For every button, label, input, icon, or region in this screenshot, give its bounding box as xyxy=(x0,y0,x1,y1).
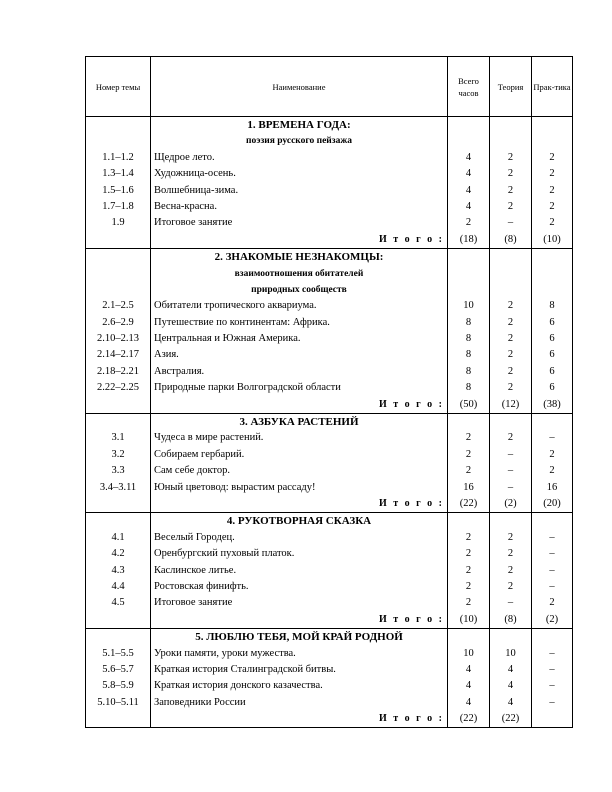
topic-number: 5.10–5.11 xyxy=(97,696,139,708)
section-title: 4. РУКОТВОРНАЯ СКАЗКА xyxy=(226,515,372,528)
topic-number: 2.10–2.13 xyxy=(97,333,139,345)
section-total-hours xyxy=(448,414,490,513)
section-total-hours xyxy=(448,513,490,629)
header-num: Номер темы xyxy=(86,57,151,117)
total-hours: 4 xyxy=(465,200,472,212)
total-subtotal: (22) xyxy=(459,497,478,509)
section-names xyxy=(151,117,448,249)
total-hours: 4 xyxy=(465,184,472,196)
spacer xyxy=(86,629,150,645)
section-total-hours xyxy=(448,117,490,249)
practice-hours: 16 xyxy=(546,481,558,493)
topic-name: Итоговое занятие xyxy=(154,217,233,229)
topic-number: 3.2 xyxy=(111,448,125,460)
practice-hours: 6 xyxy=(549,365,555,377)
header-row xyxy=(86,57,573,117)
topic-number: 4.4 xyxy=(111,580,125,592)
section-practice-hours xyxy=(532,629,573,728)
topic-name: Австралия. xyxy=(154,365,205,377)
topic-number: 3.3 xyxy=(111,465,125,477)
section-subtitle: поэзия русского пейзажа xyxy=(246,136,352,147)
total-hours: 8 xyxy=(465,349,472,361)
section-practice-hours xyxy=(532,249,573,414)
section-names xyxy=(151,249,448,414)
topic-name: Волшебница-зима. xyxy=(154,184,239,196)
topic-number: 2.1–2.5 xyxy=(102,300,134,312)
practice-hours: 6 xyxy=(549,349,555,361)
itogo-label: И т о г о : xyxy=(378,713,444,725)
practice-subtotal: (2) xyxy=(545,613,559,625)
topic-number: 3.1 xyxy=(111,432,125,444)
itogo-label: И т о г о : xyxy=(378,497,444,509)
topic-name: Ростовская финифть. xyxy=(154,580,249,592)
theory-hours: 2 xyxy=(507,531,514,543)
spacer xyxy=(490,513,531,529)
topic-name: Чудеса в мире растений. xyxy=(154,432,264,444)
practice-hours: – xyxy=(549,696,555,708)
topic-name: Весна-красна. xyxy=(154,200,217,212)
theory-hours: 2 xyxy=(507,564,514,576)
total-hours: 4 xyxy=(465,168,472,180)
theory-hours: 2 xyxy=(507,200,514,212)
theory-hours: – xyxy=(507,465,514,477)
total-hours: 10 xyxy=(463,647,474,659)
practice-hours: 2 xyxy=(549,151,555,163)
section-names xyxy=(151,414,448,513)
total-hours: 2 xyxy=(465,465,472,477)
total-hours: 2 xyxy=(465,531,472,543)
topic-number: 4.5 xyxy=(111,597,125,609)
spacer xyxy=(532,266,572,282)
total-hours: 2 xyxy=(465,448,472,460)
topic-number: 1.9 xyxy=(111,217,125,229)
topic-name: Собираем гербарий. xyxy=(154,448,245,460)
section-row xyxy=(86,414,573,513)
total-subtotal: (22) xyxy=(459,713,478,725)
total-hours: 4 xyxy=(465,663,472,675)
practice-hours: 2 xyxy=(549,168,555,180)
theory-hours: – xyxy=(507,217,514,229)
spacer xyxy=(448,249,489,265)
topic-number: 5.8–5.9 xyxy=(102,680,134,692)
spacer xyxy=(448,117,489,133)
topic-number: 2.6–2.9 xyxy=(102,316,134,328)
total-hours: 8 xyxy=(465,382,472,394)
spacer xyxy=(532,414,572,430)
spacer xyxy=(490,414,531,430)
total-hours: 2 xyxy=(465,548,472,560)
topic-name: Оренбургский пуховый платок. xyxy=(154,548,295,560)
section-names xyxy=(151,629,448,728)
theory-hours: – xyxy=(507,597,514,609)
topic-name: Художница-осень. xyxy=(154,168,236,180)
total-hours: 8 xyxy=(465,365,472,377)
practice-hours: 2 xyxy=(549,217,555,229)
spacer xyxy=(86,282,150,298)
spacer xyxy=(532,629,572,645)
topic-name: Центральная и Южная Америка. xyxy=(154,333,301,345)
theory-hours: 2 xyxy=(507,382,514,394)
theory-subtotal: (22) xyxy=(501,713,520,725)
theory-subtotal: (8) xyxy=(504,613,517,625)
topic-number: 5.1–5.5 xyxy=(102,647,134,659)
practice-hours: 8 xyxy=(549,300,555,312)
total-subtotal: (18) xyxy=(459,233,478,245)
section-row xyxy=(86,513,573,629)
section-practice-hours xyxy=(532,414,573,513)
section-practice-hours xyxy=(532,513,573,629)
theory-hours: 2 xyxy=(507,365,514,377)
topic-number: 5.6–5.7 xyxy=(102,663,134,675)
spacer xyxy=(86,117,150,133)
topic-number: 1.3–1.4 xyxy=(102,168,134,180)
theory-hours: 4 xyxy=(507,696,514,708)
section-numbers xyxy=(86,249,151,414)
topic-name: Сам себе доктор. xyxy=(154,465,231,477)
total-hours: 8 xyxy=(465,316,472,328)
spacer xyxy=(532,282,572,298)
topic-number: 4.1 xyxy=(111,531,125,543)
total-hours: 2 xyxy=(465,597,472,609)
practice-hours: 6 xyxy=(549,382,555,394)
practice-subtotal: (20) xyxy=(543,497,561,509)
theory-hours: 2 xyxy=(507,316,514,328)
practice-hours: 6 xyxy=(549,333,555,345)
theory-hours: 2 xyxy=(507,151,514,163)
total-hours: 4 xyxy=(465,680,472,692)
topic-name: Итоговое занятие xyxy=(154,597,233,609)
topic-number: 2.22–2.25 xyxy=(97,382,139,394)
practice-hours: 2 xyxy=(549,448,555,460)
spacer xyxy=(86,133,150,149)
spacer xyxy=(448,266,489,282)
topic-number: 2.18–2.21 xyxy=(97,365,139,377)
theory-hours: 4 xyxy=(507,663,514,675)
total-subtotal: (10) xyxy=(459,613,478,625)
total-hours: 4 xyxy=(465,696,472,708)
theory-hours: – xyxy=(507,448,514,460)
theory-hours: 2 xyxy=(507,333,514,345)
spacer xyxy=(448,629,489,645)
section-numbers xyxy=(86,117,151,249)
theory-hours: 2 xyxy=(507,580,514,592)
theory-hours: 2 xyxy=(507,168,514,180)
total-hours: 2 xyxy=(465,580,472,592)
spacer xyxy=(86,414,150,430)
theory-hours: 4 xyxy=(507,680,514,692)
topic-name: Юный цветовод: вырастим рассаду! xyxy=(154,481,316,493)
section-title: 1. ВРЕМЕНА ГОДА: xyxy=(247,119,351,131)
total-hours: 2 xyxy=(465,432,472,444)
section-title: 2. ЗНАКОМЫЕ НЕЗНАКОМЦЫ: xyxy=(214,251,384,264)
theory-hours: – xyxy=(507,481,514,493)
theory-hours: 2 xyxy=(507,548,514,560)
section-theory-hours xyxy=(490,117,532,249)
section-theory-hours xyxy=(490,629,532,728)
section-subtitle: природных сообществ xyxy=(251,284,347,295)
practice-subtotal: (38) xyxy=(543,398,561,410)
section-numbers xyxy=(86,513,151,629)
practice-subtotal xyxy=(532,711,572,727)
topic-name: Азия. xyxy=(154,349,179,361)
practice-hours: – xyxy=(549,564,555,576)
topic-number: 4.3 xyxy=(111,564,125,576)
topic-name: Веселый Городец. xyxy=(154,531,235,543)
theory-hours: 2 xyxy=(507,184,514,196)
topic-number: 1.5–1.6 xyxy=(102,184,134,196)
topic-number: 4.2 xyxy=(111,548,125,560)
spacer xyxy=(490,117,531,133)
spacer xyxy=(532,513,572,529)
topic-name: Каслинское литье. xyxy=(154,564,237,576)
spacer xyxy=(448,414,489,430)
practice-hours: – xyxy=(549,531,555,543)
spacer xyxy=(490,249,531,265)
spacer xyxy=(532,249,572,265)
topic-name: Природные парки Волгоградской области xyxy=(154,382,341,394)
total-hours: 2 xyxy=(465,564,472,576)
topic-name: Щедрое лето. xyxy=(154,151,215,163)
total-hours: 2 xyxy=(465,217,472,229)
theory-subtotal: (2) xyxy=(504,497,517,509)
section-numbers xyxy=(86,414,151,513)
topic-name: Краткая история донского казачества. xyxy=(154,680,323,692)
header-name: Наименование xyxy=(151,57,448,117)
section-theory-hours xyxy=(490,513,532,629)
section-practice-hours xyxy=(532,117,573,249)
total-hours: 16 xyxy=(463,481,474,493)
section-total-hours xyxy=(448,249,490,414)
spacer xyxy=(490,282,531,298)
spacer xyxy=(490,133,531,149)
section-row xyxy=(86,249,573,414)
topic-name: Краткая история Сталинградской битвы. xyxy=(154,663,336,675)
spacer xyxy=(448,133,489,149)
section-row xyxy=(86,629,573,728)
spacer xyxy=(532,133,572,149)
total-hours: 4 xyxy=(465,151,472,163)
total-subtotal: (50) xyxy=(459,398,478,410)
topic-name: Уроки памяти, уроки мужества. xyxy=(154,647,296,659)
itogo-label: И т о г о : xyxy=(378,398,444,410)
section-names xyxy=(151,513,448,629)
section-row xyxy=(86,117,573,249)
spacer xyxy=(86,249,150,265)
topic-number: 1.1–1.2 xyxy=(102,151,134,163)
section-subtitle: взаимоотношения обитателей xyxy=(234,268,364,279)
spacer xyxy=(448,282,489,298)
spacer xyxy=(490,629,531,645)
practice-hours: – xyxy=(549,580,555,592)
section-total-hours xyxy=(448,629,490,728)
spacer xyxy=(86,266,150,282)
practice-hours: 2 xyxy=(549,597,555,609)
sections-body xyxy=(86,117,573,728)
spacer xyxy=(448,513,489,529)
practice-hours: – xyxy=(549,680,555,692)
section-numbers xyxy=(86,629,151,728)
topic-name: Обитатели тропического аквариума. xyxy=(154,300,317,312)
spacer xyxy=(490,266,531,282)
practice-subtotal: (10) xyxy=(543,233,561,245)
header-practice: Прак-тика xyxy=(532,57,573,117)
practice-hours: – xyxy=(549,647,555,659)
practice-hours: – xyxy=(549,663,555,675)
topic-name: Путешествие по континентам: Африка. xyxy=(154,316,330,328)
section-title: 3. АЗБУКА РАСТЕНИЙ xyxy=(239,416,359,429)
topic-number: 2.14–2.17 xyxy=(97,349,139,361)
spacer xyxy=(532,117,572,133)
header-total: Всего часов xyxy=(448,57,490,117)
practice-hours: – xyxy=(549,548,555,560)
section-theory-hours xyxy=(490,249,532,414)
spacer xyxy=(86,513,150,529)
topic-name: Заповедники России xyxy=(154,696,246,708)
section-theory-hours xyxy=(490,414,532,513)
total-hours: 10 xyxy=(463,300,474,312)
curriculum-table xyxy=(85,56,573,728)
theory-hours: 2 xyxy=(507,349,514,361)
theory-subtotal: (8) xyxy=(504,233,517,245)
topic-number: 1.7–1.8 xyxy=(102,200,134,212)
theory-subtotal: (12) xyxy=(501,398,520,410)
itogo-label: И т о г о : xyxy=(378,613,444,625)
theory-hours: 2 xyxy=(507,432,514,444)
theory-hours: 2 xyxy=(507,300,514,312)
theory-hours: 10 xyxy=(505,647,516,659)
header-theory: Теория xyxy=(490,57,532,117)
practice-hours: 2 xyxy=(549,200,555,212)
section-title: 5. ЛЮБЛЮ ТЕБЯ, МОЙ КРАЙ РОДНОЙ xyxy=(195,631,403,644)
practice-hours: 2 xyxy=(549,465,555,477)
practice-hours: 2 xyxy=(549,184,555,196)
total-hours: 8 xyxy=(465,333,472,345)
itogo-label: И т о г о : xyxy=(378,233,444,245)
practice-hours: – xyxy=(549,432,555,444)
topic-number: 3.4–3.11 xyxy=(99,481,137,493)
practice-hours: 6 xyxy=(549,316,555,328)
